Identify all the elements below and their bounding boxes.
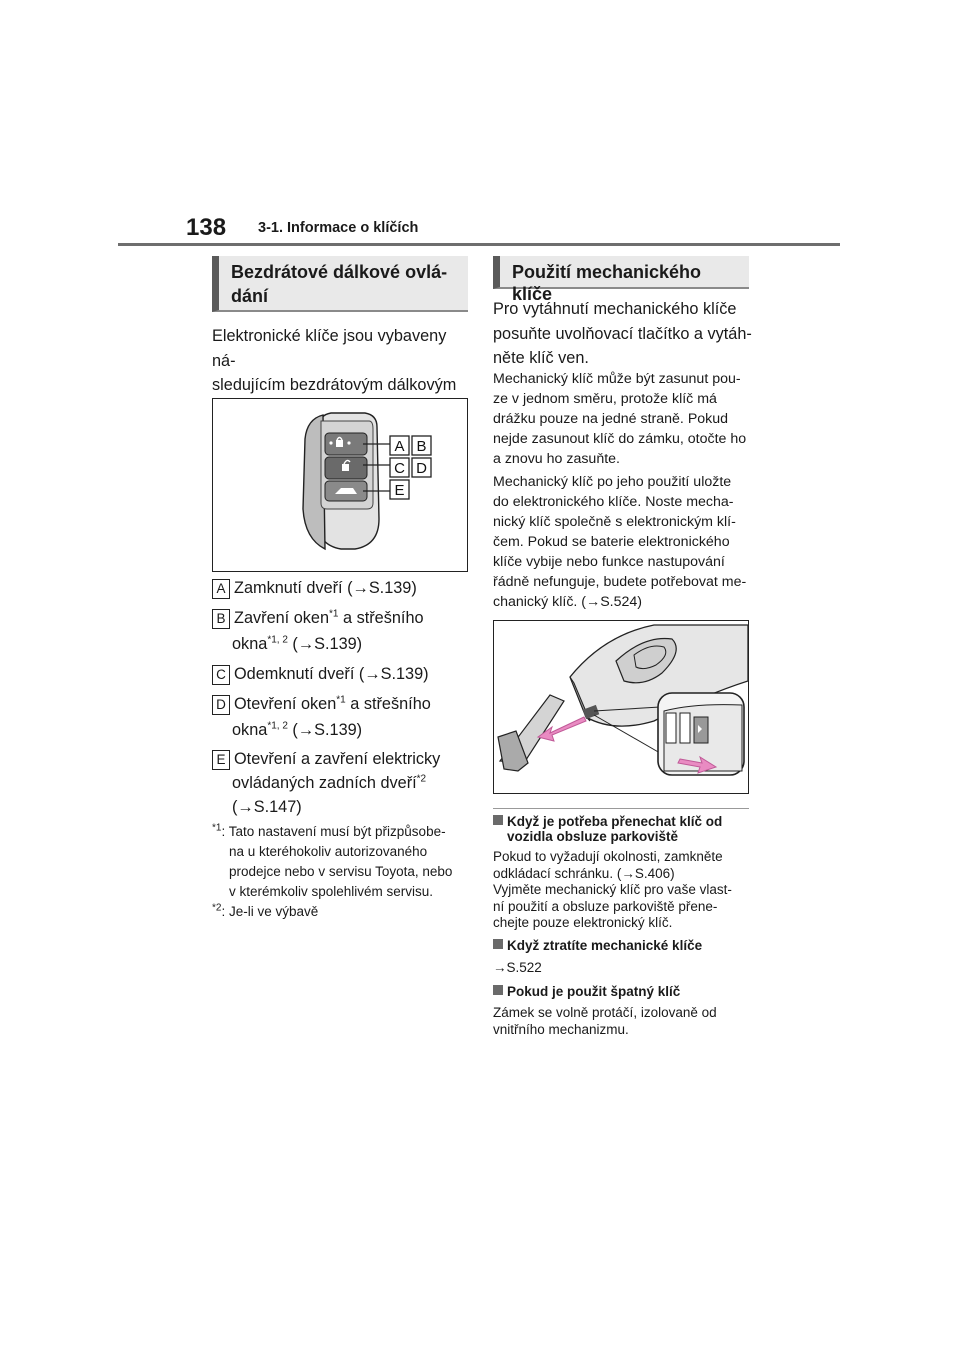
label-box-a: A (212, 579, 230, 599)
arrow-icon: → (586, 594, 601, 610)
arrow-icon: → (352, 579, 369, 597)
fig-label-a: A (394, 438, 405, 455)
page-number: 138 (186, 214, 227, 241)
chapter-title: 3-1. Informace o klíčích (258, 220, 419, 236)
list-item-e: E Otevření a zavření elektricky (212, 747, 440, 771)
mechanical-key-figure (493, 620, 749, 794)
page-ref: S.139) (380, 665, 429, 683)
list-item-a: A Zamknutí dveří (→S.139) (212, 576, 417, 600)
label-box-b: B (212, 609, 230, 629)
section-title-wireless-remote: Bezdrátové dálkové ovlá- dání (212, 256, 468, 312)
list-item-b-cont: okna$^{*1, 2}$ (→S.139) (232, 634, 363, 653)
notes-divider (493, 808, 749, 809)
arrow-icon: → (297, 721, 315, 739)
section-title-mechanical-key: Použití mechanického klíče (493, 256, 749, 289)
label-box-c: C (212, 665, 230, 685)
mechanical-key-illustration (494, 621, 748, 793)
list-item-d-cont: okna$^{*1, 2}$ (→S.139) (232, 720, 363, 739)
page-ref: S.406) (634, 865, 675, 881)
square-bullet-icon (493, 939, 503, 949)
key-fob-figure (212, 398, 468, 572)
page-ref: S.522 (506, 960, 542, 975)
arrow-icon: → (364, 665, 381, 683)
list-item-c: C Odemknutí dveří (→S.139) (212, 662, 429, 686)
arrow-icon: → (237, 798, 254, 816)
label-box-e: E (212, 750, 230, 770)
note-lost-keys: Když ztratíte mechanické klíče →S.522 (493, 938, 703, 975)
header-rule (118, 243, 840, 246)
page-ref: S.139) (368, 579, 417, 597)
arrow-icon: → (493, 960, 507, 975)
square-bullet-icon (493, 815, 503, 825)
arrow-icon: → (621, 865, 635, 881)
lead-text: Pro vytáhnutí mechanického klíče posuňte uvolňovací tlačítko a vytáh- něte klíč ven. (493, 300, 752, 367)
list-item-d: D Otevření oken$^{*1}$ a střešního (212, 692, 431, 716)
fig-label-d: D (416, 460, 427, 477)
page-ref: S.139) (314, 635, 363, 653)
fig-label-c: C (394, 460, 405, 477)
square-bullet-icon (493, 985, 503, 995)
page-ref: S.524) (600, 594, 643, 610)
list-item-b: B Zavření oken$^{*1}$ a střešního (212, 606, 424, 630)
arrow-icon: → (297, 635, 315, 653)
page-ref: S.139) (314, 721, 363, 739)
list-item-e-cont: ovládaných zadních dveří$^{*2}$ (232, 773, 427, 792)
page-ref: S.147) (253, 798, 302, 816)
intro-text: Elektronické klíče jsou vybaveny ná- sledujícím bezdrátovým dálkovým (212, 327, 457, 394)
fig-label-b: B (416, 438, 427, 455)
fig-label-e: E (394, 482, 405, 499)
list-item-e-ref: (→S.147) (232, 798, 302, 816)
note-wrong-key: Pokud je použit špatný klíč Zámek se volně protáčí, izolovaně od vnitřního mechanizmu. (493, 984, 717, 1037)
paragraph-store-key: Mechanický klíč po jeho použití uložte do elektronického klíče. Noste mecha- nický klíč společně s elektronickým klí- čem. Pokud se baterie elektronického klíče vybije nebo funkce nastupování řádně nefunguje, budete potřebovat me- chanický klíč. (→S.524) (493, 474, 747, 610)
key-fob-illustration (213, 399, 467, 571)
note-parking-attendant: Když je potřeba přenechat klíč od vozidla obsluze parkoviště Pokud to vyžadují okolnosti, zamkněte odkládací schránku. (→S.406) Vyjměte mechanický klíč pro vaše vlast- ní použití a obsluze parkoviště přene- chejte pouze elektronický klíč. (493, 814, 732, 930)
footnote-2: $^{*2}$: Je-li ve výbavě (212, 902, 319, 919)
paragraph-insert-direction: Mechanický klíč může být zasunut pou- ze v jednom směru, protože klíč má drážku pouze na jedné straně. Pokud nejde zasunout klíč do zámku, otočte ho a znovu ho zasuňte. (493, 371, 747, 467)
footnote-1: $^{*1}$: Tato nastavení musí být přizpůsobe- na u kteréhokoliv autorizovaného prodejce nebo v servisu Toyota, nebo v kterémkoliv spolehlivém servisu. (212, 822, 453, 899)
label-box-d: D (212, 695, 230, 715)
